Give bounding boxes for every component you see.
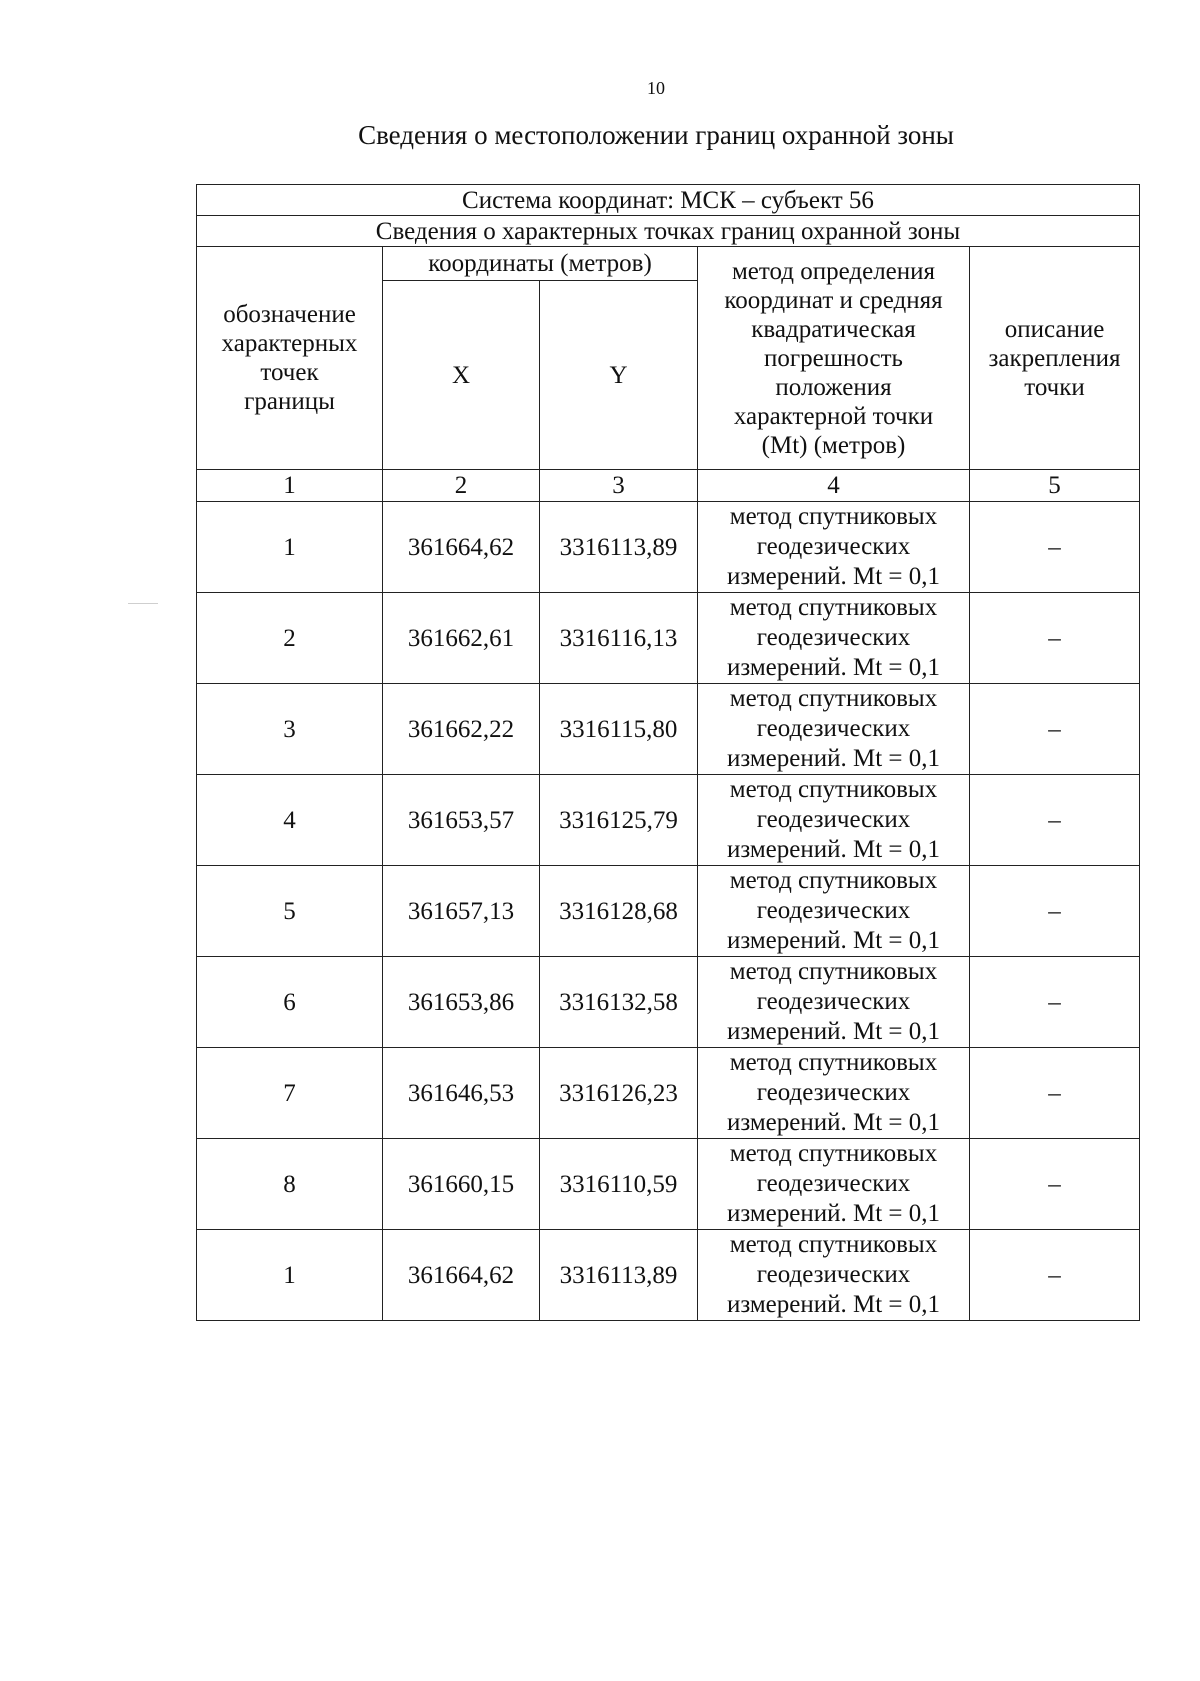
point-number: 1	[197, 1230, 383, 1321]
method-line: измерений. Mt = 0,1	[726, 1018, 941, 1045]
method-line: геодезических	[756, 715, 911, 742]
method-line: измерений. Mt = 0,1	[726, 1200, 941, 1227]
method-cell	[698, 593, 970, 684]
coordinate-y: 3316115,80	[540, 684, 698, 775]
method-line: геодезических	[756, 988, 911, 1015]
page-title: Сведения о местоположении границ охранной зоны	[358, 120, 954, 150]
column-numbers-row	[197, 470, 1140, 502]
header-method-line: метод определения	[731, 257, 936, 285]
method-cell	[698, 957, 970, 1048]
method-line: измерений. Mt = 0,1	[726, 836, 941, 863]
description-cell: –	[970, 1230, 1140, 1321]
column-number: 4	[698, 470, 970, 502]
description-cell: –	[970, 684, 1140, 775]
method-cell	[698, 1230, 970, 1321]
method-line: геодезических	[756, 533, 911, 560]
method-cell	[698, 684, 970, 775]
method-line: измерений. Mt = 0,1	[726, 1109, 941, 1136]
header-method-line: характерной точки	[733, 402, 934, 430]
method-line: измерений. Mt = 0,1	[726, 927, 941, 954]
header-method-line: квадратическая	[751, 315, 916, 343]
method-line: геодезических	[756, 806, 911, 833]
scan-mark	[128, 603, 158, 604]
method-line: измерений. Mt = 0,1	[726, 654, 941, 681]
method-line: метод спутниковых	[729, 503, 938, 530]
header-point-line: обозначение	[223, 301, 356, 328]
method-cell	[698, 1048, 970, 1139]
coordinate-x: 361646,53	[383, 1048, 540, 1139]
column-number: 5	[970, 470, 1140, 502]
point-number: 5	[197, 866, 383, 957]
points-info-row	[197, 216, 1140, 247]
table-row	[197, 957, 1140, 1048]
coordinate-x: 361657,13	[383, 866, 540, 957]
column-number: 1	[197, 470, 383, 502]
coordinate-x: 361664,62	[383, 1230, 540, 1321]
point-number: 2	[197, 593, 383, 684]
method-cell	[698, 1139, 970, 1230]
header-point-line: характерных	[221, 330, 358, 357]
points-info-label: Сведения о характерных точках границ охранной зоны	[197, 216, 1140, 247]
coordinate-x: 361653,86	[383, 957, 540, 1048]
coordinate-system-label: Система координат: МСК – субъект 56	[197, 185, 1140, 216]
point-number: 7	[197, 1048, 383, 1139]
point-number: 6	[197, 957, 383, 1048]
point-number: 3	[197, 684, 383, 775]
method-line: геодезических	[756, 1079, 911, 1106]
method-cell	[698, 502, 970, 593]
description-cell: –	[970, 502, 1140, 593]
method-line: метод спутниковых	[729, 1231, 938, 1258]
header-method-line: положения	[775, 373, 892, 401]
method-line: геодезических	[756, 1261, 911, 1288]
table-row	[197, 593, 1140, 684]
coordinate-x: 361660,15	[383, 1139, 540, 1230]
header-description-line: описание	[1004, 315, 1105, 343]
description-cell: –	[970, 957, 1140, 1048]
header-description	[970, 247, 1140, 470]
method-cell	[698, 866, 970, 957]
table-row	[197, 775, 1140, 866]
header-method	[698, 247, 970, 470]
description-cell: –	[970, 593, 1140, 684]
coordinate-y: 3316126,23	[540, 1048, 698, 1139]
method-line: метод спутниковых	[729, 958, 938, 985]
coordinate-y: 3316116,13	[540, 593, 698, 684]
column-number: 2	[383, 470, 540, 502]
point-number: 4	[197, 775, 383, 866]
point-number: 8	[197, 1139, 383, 1230]
method-line: геодезических	[756, 897, 911, 924]
header-point-designation	[197, 247, 383, 470]
table-row	[197, 1048, 1140, 1139]
table-row	[197, 684, 1140, 775]
method-line: измерений. Mt = 0,1	[726, 745, 941, 772]
header-method-line: координат и средняя	[724, 286, 943, 314]
header-row	[197, 247, 1140, 281]
table-row	[197, 1139, 1140, 1230]
header-description-line: закрепления	[988, 344, 1121, 372]
header-x: X	[383, 281, 540, 470]
method-line: измерений. Mt = 0,1	[726, 563, 941, 590]
method-line: метод спутниковых	[729, 1140, 938, 1167]
method-line: геодезических	[756, 1170, 911, 1197]
point-number: 1	[197, 502, 383, 593]
description-cell: –	[970, 1048, 1140, 1139]
coordinate-y: 3316132,58	[540, 957, 698, 1048]
coordinate-y: 3316110,59	[540, 1139, 698, 1230]
coordinate-y: 3316113,89	[540, 502, 698, 593]
table-row	[197, 866, 1140, 957]
method-line: метод спутниковых	[729, 594, 938, 621]
coordinates-table	[196, 184, 1140, 1321]
coordinate-y: 3316128,68	[540, 866, 698, 957]
description-cell: –	[970, 866, 1140, 957]
method-cell	[698, 775, 970, 866]
coordinate-x: 361662,22	[383, 684, 540, 775]
header-point-line: границы	[244, 388, 335, 415]
method-line: геодезических	[756, 624, 911, 651]
coordinate-x: 361662,61	[383, 593, 540, 684]
page-number: 10	[647, 78, 665, 98]
method-line: метод спутниковых	[729, 776, 938, 803]
header-coordinates: координаты (метров)	[383, 247, 698, 281]
table-row	[197, 1230, 1140, 1321]
coordinate-y: 3316113,89	[540, 1230, 698, 1321]
table-row	[197, 502, 1140, 593]
method-line: измерений. Mt = 0,1	[726, 1291, 941, 1318]
description-cell: –	[970, 1139, 1140, 1230]
method-line: метод спутниковых	[729, 685, 938, 712]
header-point-line: точек	[260, 359, 319, 386]
method-line: метод спутниковых	[729, 1049, 938, 1076]
description-cell: –	[970, 775, 1140, 866]
method-line: метод спутниковых	[729, 867, 938, 894]
coordinate-system-row	[197, 185, 1140, 216]
column-number: 3	[540, 470, 698, 502]
header-method-line: погрешность	[764, 344, 903, 372]
coordinate-x: 361664,62	[383, 502, 540, 593]
coordinate-x: 361653,57	[383, 775, 540, 866]
header-y: Y	[540, 281, 698, 470]
header-method-line: (Mt) (метров)	[761, 431, 906, 459]
coordinate-y: 3316125,79	[540, 775, 698, 866]
header-description-line: точки	[1024, 373, 1085, 401]
